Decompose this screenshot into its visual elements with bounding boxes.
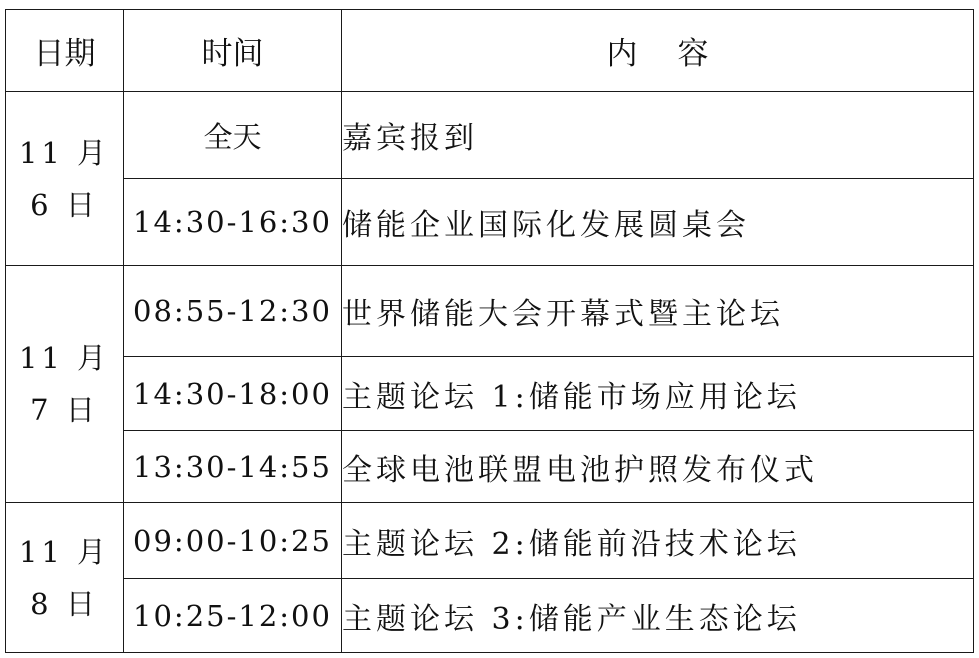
date-day: 7 日: [30, 393, 99, 427]
table-row: [6, 266, 974, 357]
header-time: 时间: [124, 10, 342, 92]
time-cell: 全天: [124, 92, 342, 179]
content-cell: 全球电池联盟电池护照发布仪式: [342, 431, 974, 503]
date-day: 6 日: [30, 187, 99, 222]
header-content: [342, 10, 974, 92]
content-cell: 主题论坛 3:储能产业生态论坛: [342, 579, 974, 653]
date-cell: [6, 503, 124, 653]
time-cell: 13:30-14:55: [124, 431, 342, 503]
time-cell: 14:30-16:30: [124, 179, 342, 266]
date-month: 11 月: [18, 534, 111, 569]
time-cell: 14:30-18:00: [124, 357, 342, 431]
content-cell: 嘉宾报到: [342, 92, 974, 179]
date-cell: [6, 266, 124, 503]
date-month: 11 月: [18, 341, 111, 375]
schedule-table: [5, 9, 974, 653]
date-day: 8 日: [30, 586, 99, 621]
header-date: 日期: [6, 10, 124, 92]
time-cell: 08:55-12:30: [124, 266, 342, 357]
table-row: [6, 503, 974, 579]
content-cell: 主题论坛 2:储能前沿技术论坛: [342, 503, 974, 579]
table-row: [6, 579, 974, 653]
content-cell: 世界储能大会开幕式暨主论坛: [342, 266, 974, 357]
content-cell: 主题论坛 1:储能市场应用论坛: [342, 357, 974, 431]
time-cell: 09:00-10:25: [124, 503, 342, 579]
content-cell: 储能企业国际化发展圆桌会: [342, 179, 974, 266]
time-cell: 10:25-12:00: [124, 579, 342, 653]
header-content-label: 内容: [606, 36, 749, 72]
date-cell: [6, 92, 124, 266]
date-month: 11 月: [18, 135, 111, 170]
table-row: [6, 179, 974, 266]
table-row: [6, 92, 974, 179]
table-row: [6, 357, 974, 431]
table-header-row: [6, 10, 974, 92]
table-row: [6, 431, 974, 503]
